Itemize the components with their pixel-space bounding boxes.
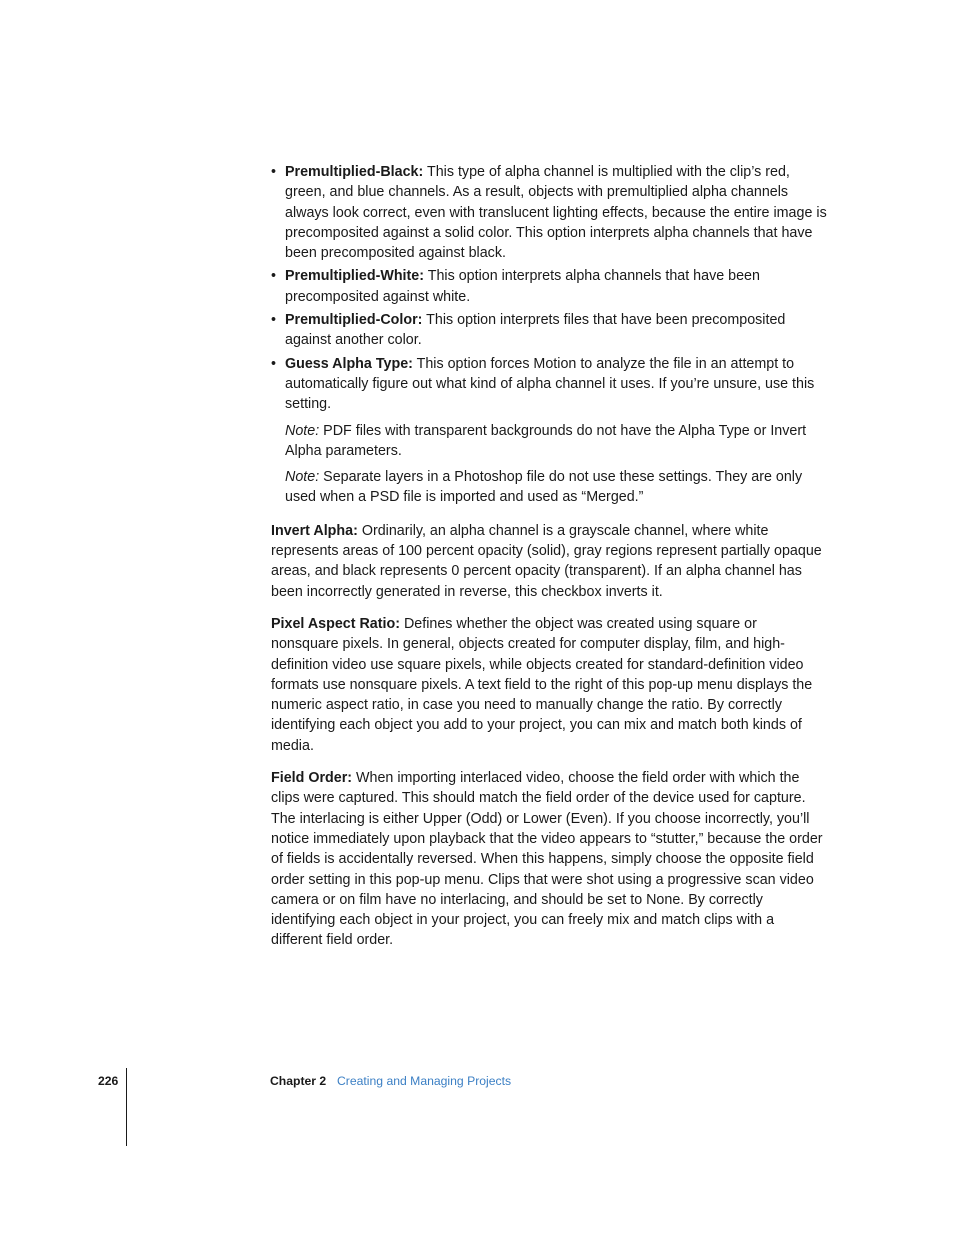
chapter-title-link[interactable]: Creating and Managing Projects [337,1074,512,1088]
paragraph-term: Pixel Aspect Ratio: [271,615,400,632]
list-item-text: This type of alpha channel is multiplied with the clip’s red, green, and blue channels. As a result, objects with premultiplied alpha channels always look correct, even with translucent lighting effects, because the entire image is precomposited against a solid color. This option interprets alpha channels that have been precomposited against black. [285,164,827,262]
bullet-icon: • [271,312,277,329]
list-item [271,266,827,307]
list-item [271,162,827,263]
list-item-term: Premultiplied-White: [285,268,424,285]
list-item-text: This option forces Motion to analyze the file in an attempt to automatically figure out what kind of alpha channel it uses. If you’re unsure, use this setting. [285,355,815,413]
note-label: Note: [285,469,320,486]
list-item [271,310,827,351]
note-photoshop [285,467,827,508]
list-item-text: This option interprets files that have been precomposited against another color. [285,312,786,349]
alpha-type-list [271,162,827,508]
note-label: Note: [285,422,320,439]
page-footer [0,1072,954,1092]
paragraph-text: Ordinarily, an alpha channel is a grayscale channel, where white represents areas of 100 percent opacity (solid), gray regions represent partially opaque areas, and black represents 0 percent opacity (transparent). If an alpha channel has been incorrectly generated in reverse, this checkbox inverts it. [271,522,822,600]
list-item-term: Guess Alpha Type: [285,355,413,372]
list-item-text: This option interprets alpha channels that have been precomposited against white. [285,268,760,305]
list-item-term: Premultiplied-Color: [285,312,423,329]
paragraph-term: Invert Alpha: [271,522,358,539]
paragraph-text: When importing interlaced video, choose the field order with which the clips were captured. This should match the field order of the device used for capture. The interlacing is either Upper (Odd) or Lower (Even). If you choose incorrectly, you’ll notice immediately upon playback that the video appears to “stutter,” because the order of fields is accidentally reversed. When this happens, simply choose the opposite field order setting in this pop-up menu. Clips that were shot using a progressive scan video camera or on film have no interlacing, and should be set to None. By correctly identifying each object in your project, you can freely mix and match clips with a different field order. [271,770,823,949]
page-body [271,162,827,951]
pixel-aspect-ratio-paragraph [271,614,827,756]
note-text: PDF files with transparent backgrounds do not have the Alpha Type or Invert Alpha parameters. [285,422,807,459]
note-pdf [285,421,827,462]
page-number: 226 [98,1074,119,1088]
note-text: Separate layers in a Photoshop file do not use these settings. They are only used when a PSD file is imported and used as “Merged.” [285,469,803,506]
list-item [271,354,827,508]
bullet-icon: • [271,164,277,180]
invert-alpha-paragraph [271,521,827,602]
chapter-label: Chapter 2 [270,1074,327,1088]
bullet-icon: • [271,268,277,285]
paragraph-text: Defines whether the object was created using square or nonsquare pixels. In general, objects created for computer display, film, and high-definition video use square pixels, while objects created for standard-definition video formats use nonsquare pixels. A text field to the right of this pop-up menu displays the numeric aspect ratio, in case you need to manually change the ratio. By correctly identifying each object you add to your project, you can mix and match both kinds of media. [271,615,813,754]
list-item-term: Premultiplied-Black: [285,164,424,180]
bullet-icon: • [271,355,277,372]
footer-divider [126,1068,127,1146]
paragraph-term: Field Order: [271,770,353,787]
field-order-paragraph [271,768,827,951]
